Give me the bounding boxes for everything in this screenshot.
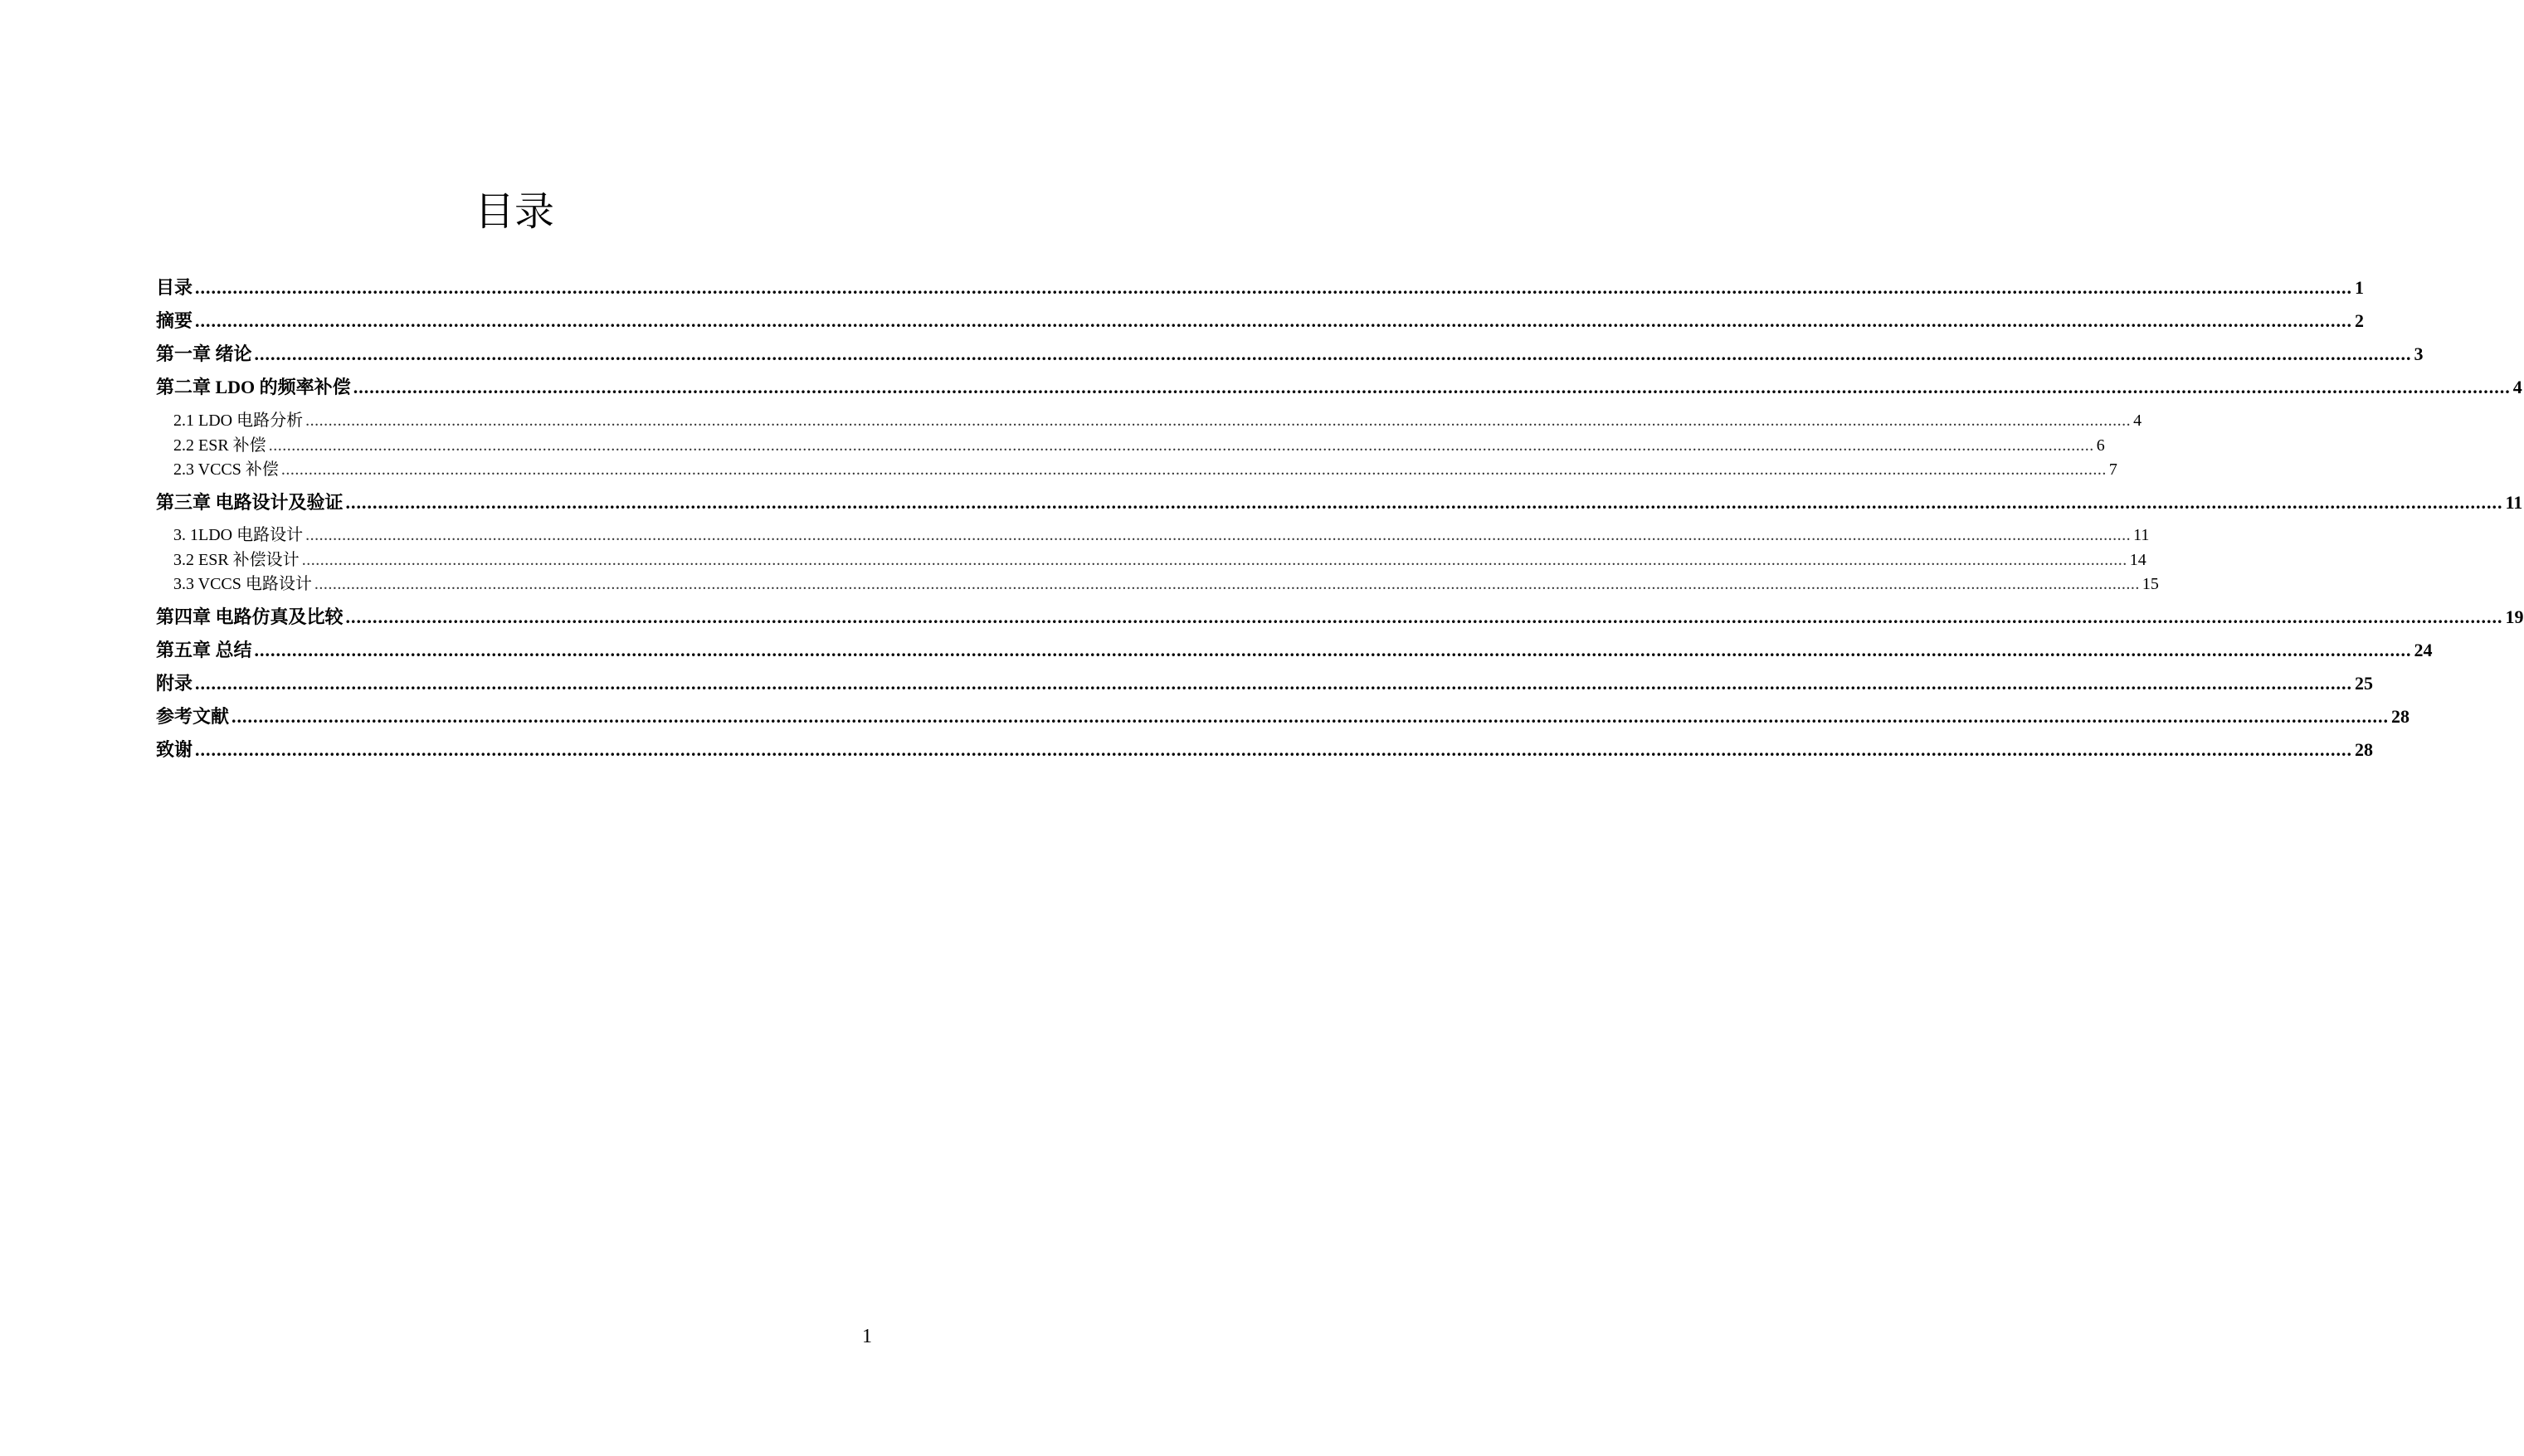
toc-entry-chapter[interactable] [156,373,2522,399]
dot-leader: ................................................................................................................................................................................................................................................................................................................................................................................................................ [314,575,2140,593]
dot-leader: ................................................................................................................................................................................................................................................................................................................................................................................................................ [195,277,2353,298]
toc-entry-label: 3.3 VCCS 电路设计 [173,575,312,593]
toc-entry-label: 摘要 [156,310,193,331]
dot-leader: ................................................................................................................................................................................................................................................................................................................................................................................................................ [195,739,2353,760]
dot-leader: ................................................................................................................................................................................................................................................................................................................................................................................................................ [280,460,2107,479]
toc-entry-section[interactable] [173,455,2117,480]
toc-entry-chapter[interactable] [156,489,2523,514]
toc-entry-section[interactable] [173,407,2142,431]
toc-entry-chapter[interactable] [156,307,2365,333]
toc-entry-page-number: 4 [2512,377,2522,397]
dot-leader: ................................................................................................................................................................................................................................................................................................................................................................................................................ [195,310,2353,331]
toc-entry-page-number: 7 [2108,460,2117,479]
toc-entry-page-number: 19 [2505,606,2524,627]
toc-entry-label: 附录 [156,673,193,694]
toc-entry-page-number: 6 [2096,436,2105,455]
dot-leader: ................................................................................................................................................................................................................................................................................................................................................................................................................ [301,551,2127,569]
toc-entry-label: 第四章 电路仿真及比较 [156,606,344,627]
toc-entry-section[interactable] [173,431,2105,455]
toc-entry-page-number: 11 [2133,526,2150,544]
toc-entry-section[interactable] [173,521,2150,545]
toc-entry-page-number: 2 [2355,310,2365,331]
dot-leader: ................................................................................................................................................................................................................................................................................................................................................................................................................ [345,492,2503,513]
dot-leader: ................................................................................................................................................................................................................................................................................................................................................................................................................ [254,640,2412,660]
toc-entry-label: 参考文献 [156,706,230,727]
dot-leader: ................................................................................................................................................................................................................................................................................................................................................................................................................ [305,411,2132,430]
toc-entry-page-number: 28 [2391,706,2410,727]
toc-entry-chapter[interactable] [156,274,2365,299]
toc-entry-label: 2.3 VCCS 补偿 [173,460,279,479]
toc-entry-chapter[interactable] [156,703,2410,728]
toc-entry-section[interactable] [173,546,2146,570]
toc-entry-label: 2.1 LDO 电路分析 [173,411,304,430]
toc-entry-page-number: 11 [2505,492,2523,513]
page-number: 1 [862,1326,872,1347]
dot-leader: ................................................................................................................................................................................................................................................................................................................................................................................................................ [231,706,2390,727]
dot-leader: ................................................................................................................................................................................................................................................................................................................................................................................................................ [345,606,2503,627]
toc-entry-page-number: 25 [2355,673,2374,694]
toc-entry-page-number: 14 [2129,551,2146,569]
toc-entry-label: 目录 [156,277,193,298]
toc-entry-section[interactable] [173,570,2159,594]
dot-leader: ................................................................................................................................................................................................................................................................................................................................................................................................................ [268,436,2094,455]
toc-title: 目录 [474,188,554,235]
toc-entry-chapter[interactable] [156,670,2374,695]
toc-entry-page-number: 4 [2133,411,2142,430]
toc-entry-label: 第五章 总结 [156,640,252,660]
toc-entry-label: 第三章 电路设计及验证 [156,492,344,513]
toc-entry-label: 第一章 绪论 [156,343,252,364]
toc-entry-label: 第二章 LDO 的频率补偿 [156,377,351,397]
dot-leader: ................................................................................................................................................................................................................................................................................................................................................................................................................ [195,673,2353,694]
toc-entry-label: 2.2 ESR 补偿 [173,436,266,455]
toc-entry-chapter[interactable] [156,603,2524,629]
toc-entry-chapter[interactable] [156,340,2424,366]
dot-leader: ................................................................................................................................................................................................................................................................................................................................................................................................................ [353,377,2511,397]
toc-entry-page-number: 3 [2414,343,2424,364]
toc-entry-chapter[interactable] [156,636,2433,662]
toc-entry-page-number: 24 [2414,640,2433,660]
toc-entry-page-number: 1 [2355,277,2365,298]
toc-entry-page-number: 28 [2355,739,2374,760]
toc-entry-page-number: 15 [2142,575,2159,593]
dot-leader: ................................................................................................................................................................................................................................................................................................................................................................................................................ [305,526,2132,544]
dot-leader: ................................................................................................................................................................................................................................................................................................................................................................................................................ [254,343,2412,364]
toc-entry-label: 3. 1LDO 电路设计 [173,526,304,544]
toc-entry-chapter[interactable] [156,736,2374,762]
toc-entry-label: 致谢 [156,739,193,760]
toc-entry-label: 3.2 ESR 补偿设计 [173,551,300,569]
